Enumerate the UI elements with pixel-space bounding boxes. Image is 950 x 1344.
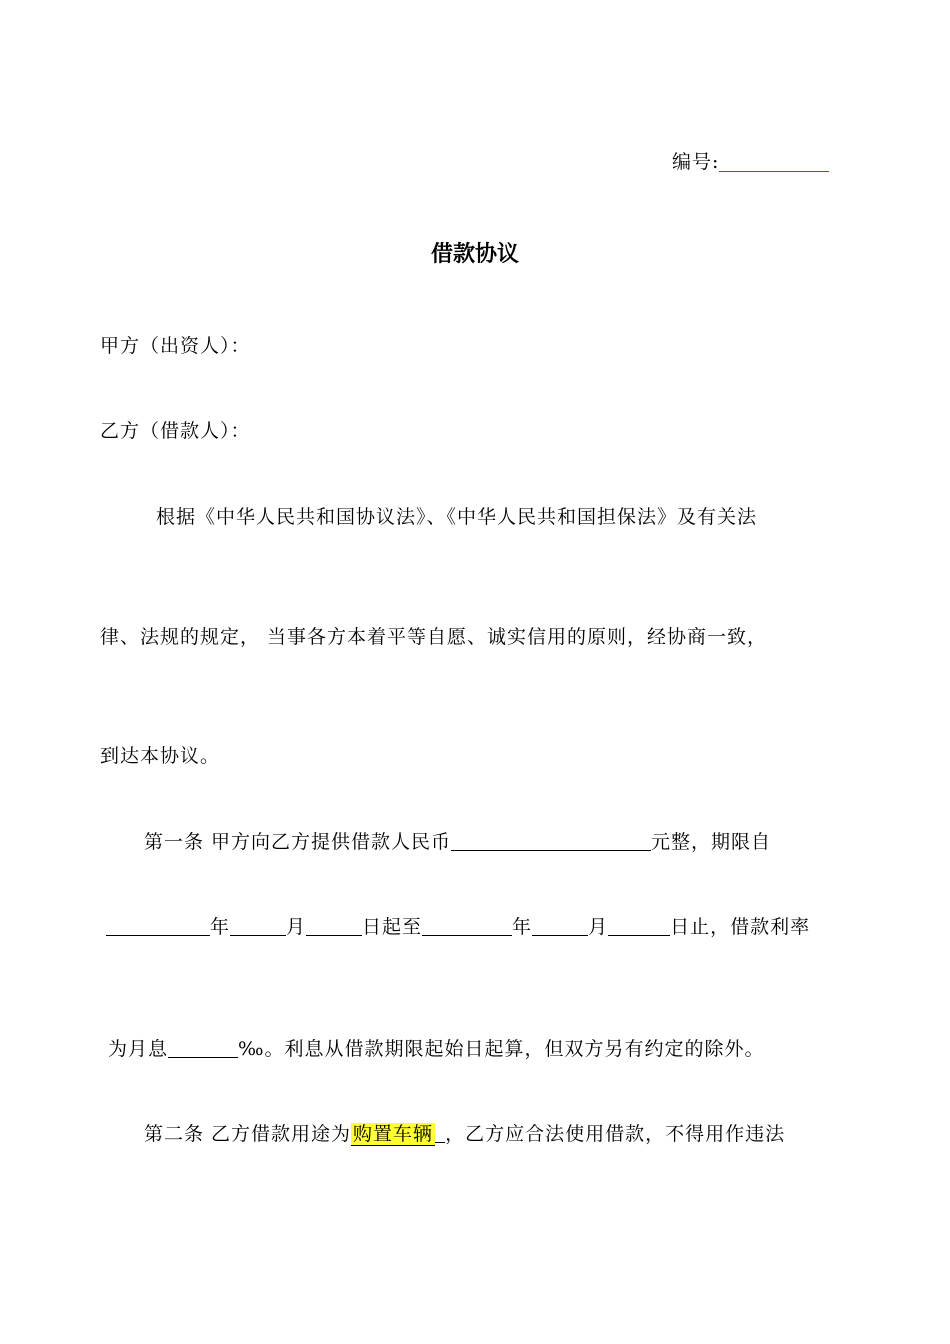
day-from-label: 日起至 [362,916,423,938]
start-year-blank[interactable] [106,915,210,936]
serial-number [672,148,829,176]
article-1-prefix: 第一条 甲方向乙方提供借款人民币 [144,831,452,853]
day-to-label: 日止，借款利率 [670,916,811,938]
article-2-line-1 [144,1120,785,1148]
end-year-blank[interactable] [422,915,512,936]
article-1-term: 元整，期限自 [651,831,772,853]
purpose-blank-tail[interactable] [435,1122,445,1143]
rate-prefix: 为月息 [108,1038,169,1060]
purpose-highlight: 购置车辆 [353,1123,434,1145]
month-label-2: 月 [588,916,609,938]
article-1-line-3 [108,1035,765,1063]
serial-blank[interactable] [719,149,829,172]
document-title: 借款协议 [430,242,519,267]
rate-suffix: ‰。利息从借款期限起始日起算，但双方另有约定的除外。 [238,1038,765,1060]
start-month-blank[interactable] [230,915,286,936]
serial-label: 编号: [672,151,720,173]
article-2-prefix: 第二条 乙方借款用途为 [144,1123,352,1145]
preamble-line-2: 律、法规的规定， 当事各方本着平等自愿、诚实信用的原则，经协商一致， [100,626,768,648]
party-a-line: 甲方（出资人）： [100,335,251,357]
year-label-2: 年 [512,916,533,938]
end-month-blank[interactable] [532,915,588,936]
preamble-line-1: 根据《中华人民共和国协议法》、《中华人民共和国担保法》及有关法 [156,506,758,528]
article-1-line-2 [106,913,810,941]
preamble-line-3: 到达本协议。 [100,745,221,767]
start-day-blank[interactable] [306,915,362,936]
month-label: 月 [286,916,307,938]
rate-blank[interactable] [168,1037,238,1058]
article-1-line-1 [144,828,771,856]
year-label: 年 [210,916,231,938]
article-2-suffix: ，乙方应合法使用借款，不得用作违法 [445,1123,786,1145]
amount-blank[interactable] [451,830,651,851]
party-b-line: 乙方（借款人）： [100,420,251,442]
end-day-blank[interactable] [608,915,670,936]
